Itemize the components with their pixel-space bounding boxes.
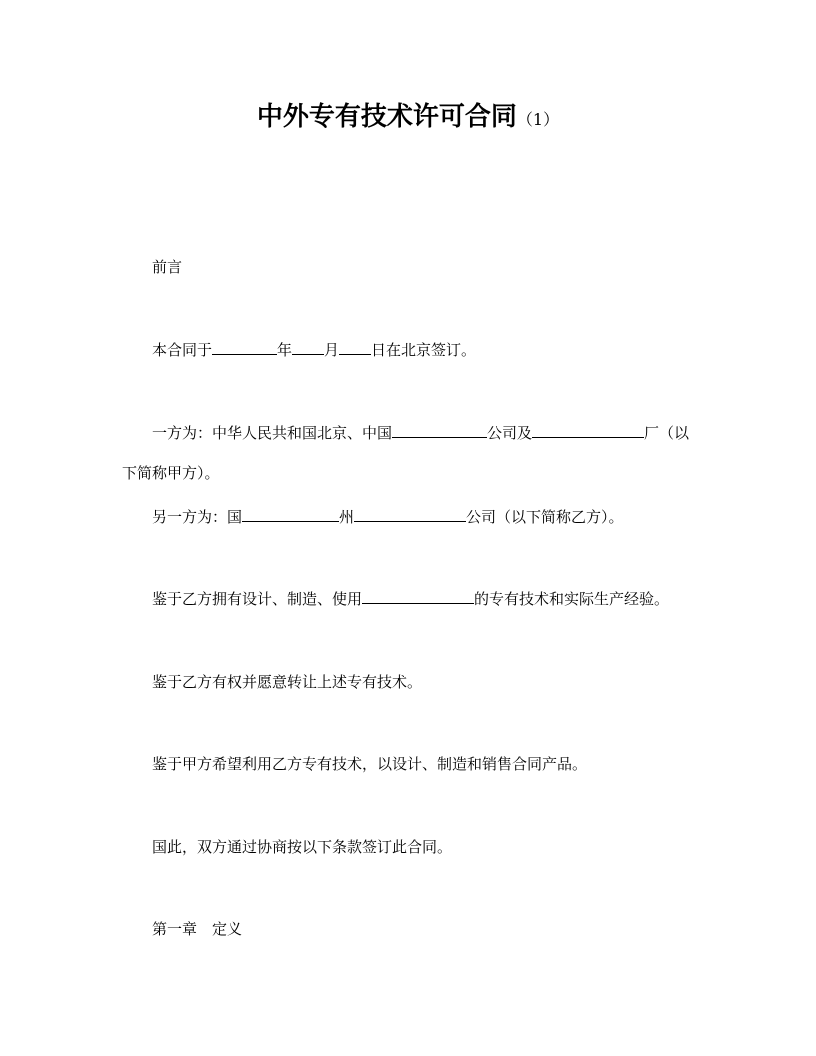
party-b-state-blank bbox=[242, 505, 339, 522]
date-year-blank bbox=[212, 338, 277, 355]
whereas-2-paragraph: 鉴于乙方有权并愿意转让上述专有技术。 bbox=[152, 673, 423, 691]
signing-paragraph: 本合同于 年 月 日在北京签订。 bbox=[152, 338, 476, 362]
title-main: 中外专有技术许可合同 bbox=[256, 102, 517, 132]
therefore-paragraph: 国此，双方通过协商按以下条款签订此合同。 bbox=[152, 838, 453, 856]
whereas-3-paragraph: 鉴于甲方希望利用乙方专有技术，以设计、制造和销售合同产品。 bbox=[152, 755, 588, 773]
party-a-paragraph-cont: 下简称甲方）。 bbox=[122, 464, 220, 482]
party-a-company-blank bbox=[392, 421, 487, 438]
party-b-paragraph: 另一方为：国 州 公司（以下简称乙方）。 bbox=[152, 505, 624, 529]
title-sub: （1） bbox=[516, 110, 560, 129]
whereas-1-paragraph: 鉴于乙方拥有设计、制造、使用 的专有技术和实际生产经验。 bbox=[152, 587, 669, 611]
party-a-factory-blank bbox=[532, 421, 644, 438]
date-month-blank bbox=[292, 338, 324, 355]
chapter-1-heading: 第一章 定义 bbox=[152, 920, 243, 938]
technology-blank bbox=[362, 587, 474, 604]
document-title bbox=[0, 97, 816, 140]
preface-heading: 前言 bbox=[152, 258, 183, 276]
party-a-paragraph: 一方为：中华人民共和国北京、中国 公司及 厂（以 bbox=[152, 421, 689, 445]
party-b-company-blank bbox=[354, 505, 466, 522]
date-day-blank bbox=[339, 338, 371, 355]
